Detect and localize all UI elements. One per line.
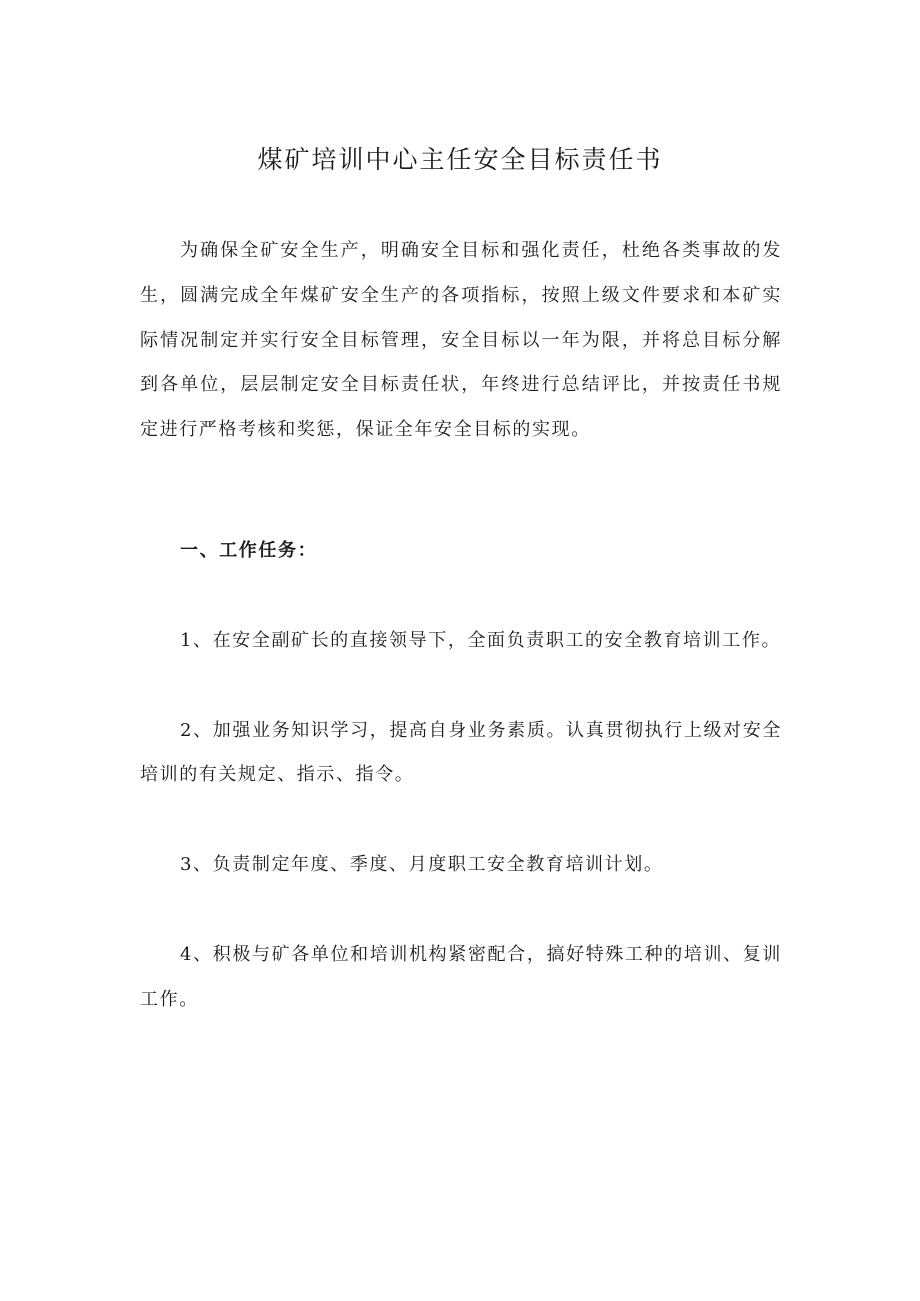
spacer [140,664,782,709]
intro-paragraph: 为确保全矿安全生产，明确安全目标和强化责任，杜绝各类事故的发生，圆满完成全年煤矿安全生产的各项指标，按照上级文件要求和本矿实际情况制定并实行安全目标管理，安全目标以一年为限，并将总目标分解到各单位，层层制定安全目标责任状，年终进行总结评比，并按责任书规定进行严格考核和奖惩，保证全年安全目标的实现。 [140,240,782,441]
spacer [140,574,782,619]
task-item-2: 2、加强业务知识学习，提高自身业务素质。认真贯彻执行上级对安全培训的有关规定、指示、指令。 [140,719,782,786]
spacer [140,453,782,529]
document-title: 煤矿培训中心主任安全目标责任书 [257,145,663,174]
spacer [140,798,782,843]
task-item-4: 4、积极与矿各单位和培训机构紧密配合，搞好特殊工种的培训、复训工作。 [140,943,782,1010]
spacer [140,888,782,933]
task-item-3: 3、负责制定年度、季度、月度职工安全教育培训计划。 [180,854,664,876]
document-body [140,229,782,1023]
task-item-1: 1、在安全副矿长的直接领导下，全面负责职工的安全教育培训工作。 [180,629,782,651]
section-heading: 一、工作任务： [180,539,318,561]
